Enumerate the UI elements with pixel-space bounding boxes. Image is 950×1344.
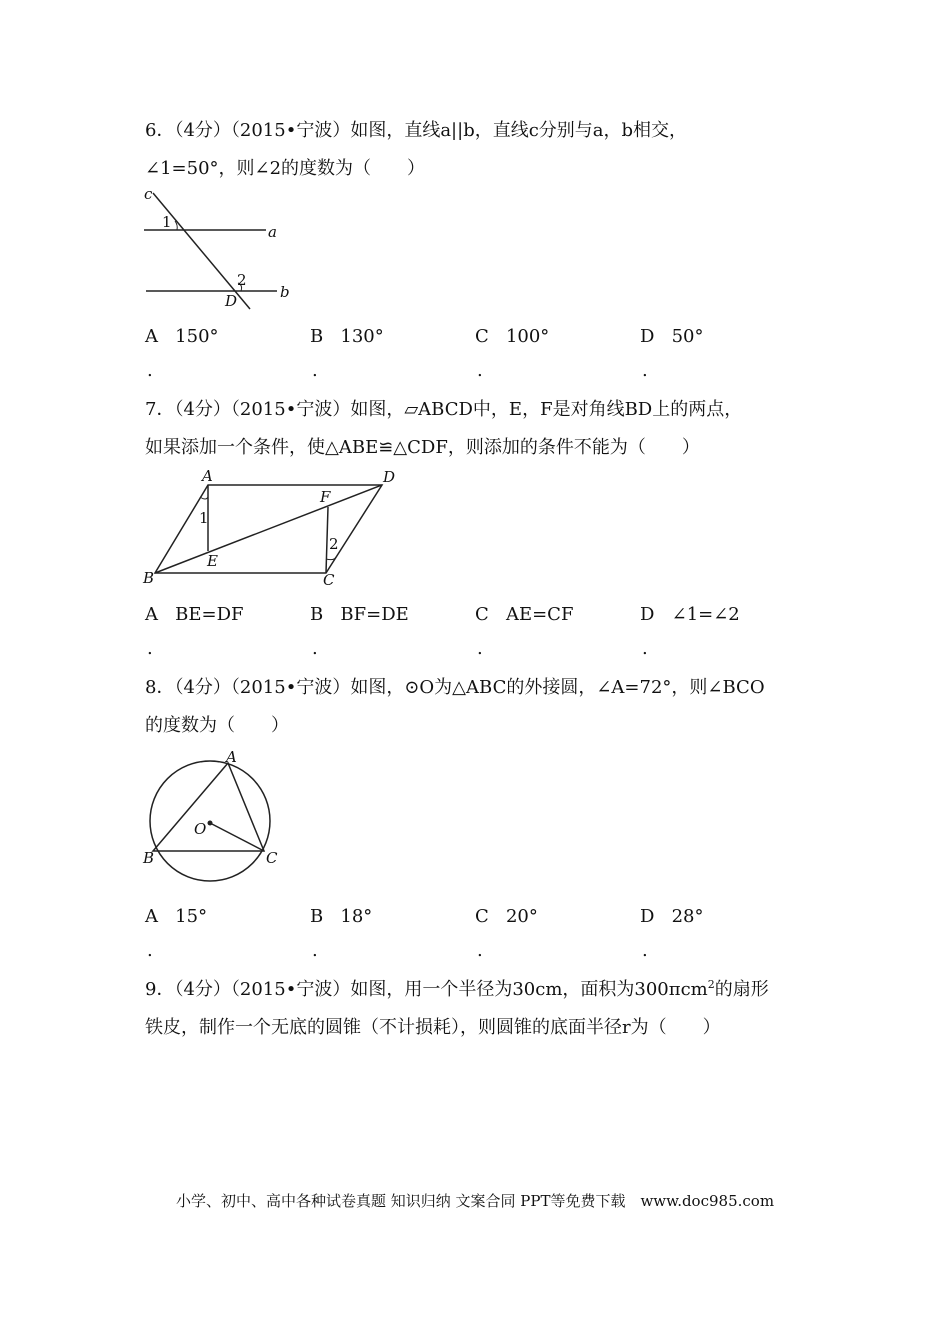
- label-O: O: [194, 820, 207, 838]
- q9-stem-line1: 9．（4分）（2015•宁波）如图，用一个半径为30cm，面积为300πcm$^2$的扇形: [145, 978, 769, 1000]
- center-point-o: [208, 821, 213, 826]
- label-c: c: [144, 185, 153, 203]
- q7-option-d-period: .: [642, 638, 648, 659]
- q7-figure: [140, 465, 410, 590]
- q8-option-a: A 15°: [145, 906, 208, 927]
- q7-option-b: B BF=DE: [310, 604, 409, 625]
- label-D: D: [225, 292, 238, 310]
- label-A: A: [226, 748, 237, 766]
- q8-option-b: B 18°: [310, 906, 373, 927]
- label-b: b: [280, 283, 290, 301]
- q8-stem-line2: 的度数为（ ）: [145, 715, 289, 736]
- q7-option-a-period: .: [147, 638, 153, 659]
- page-footer: 小学、初中、高中各种试卷真题 知识归纳 文案合同 PPT等免费下载 www.doc985.com: [175, 1192, 775, 1210]
- label-B: B: [143, 569, 155, 587]
- angle-2-arc: [326, 557, 336, 560]
- q8-option-a-period: .: [147, 940, 153, 961]
- q6-option-d-period: .: [642, 360, 648, 381]
- q9-stem-line2: 铁皮，制作一个无底的圆锥（不计损耗），则圆锥的底面半径r为（ ）: [145, 1017, 721, 1038]
- q8-option-b-period: .: [312, 940, 318, 961]
- q6-option-c-period: .: [477, 360, 483, 381]
- angle-1-arc: [200, 497, 208, 499]
- q6-option-b-period: .: [312, 360, 318, 381]
- q8-figure: [140, 748, 290, 888]
- label-F: F: [320, 488, 331, 506]
- q8-option-d-period: .: [642, 940, 648, 961]
- q7-stem-line2: 如果添加一个条件，使△ABE≌△CDF，则添加的条件不能为（ ）: [145, 437, 700, 458]
- q8-option-d: D 28°: [640, 906, 704, 927]
- label-1: 1: [162, 213, 172, 231]
- q7-option-b-period: .: [312, 638, 318, 659]
- q6-option-b: B 130°: [310, 326, 384, 347]
- q6-figure: [140, 185, 300, 315]
- q7-option-c-period: .: [477, 638, 483, 659]
- q7-option-d: D ∠1=∠2: [640, 604, 740, 625]
- q7-option-c: C AE=CF: [475, 604, 574, 625]
- segment-oc: [210, 823, 264, 851]
- q7-stem-line1: 7．（4分）（2015•宁波）如图，▱ABCD中，E，F是对角线BD上的两点，: [145, 399, 743, 420]
- label-a: a: [268, 223, 277, 241]
- q8-option-c-period: .: [477, 940, 483, 961]
- q6-option-a: A 150°: [145, 326, 219, 347]
- label-D: D: [383, 468, 396, 486]
- q6-stem-line1: 6．（4分）（2015•宁波）如图，直线a||b，直线c分别与a，b相交，: [145, 120, 688, 141]
- q6-option-d: D 50°: [640, 326, 704, 347]
- q8-stem-line1: 8．（4分）（2015•宁波）如图，⊙O为△ABC的外接圆，∠A=72°，则∠BCO: [145, 677, 765, 698]
- segment-cf: [326, 507, 328, 573]
- q6-option-c: C 100°: [475, 326, 550, 347]
- q6-stem-line2: ∠1=50°，则∠2的度数为（ ）: [145, 158, 426, 179]
- label-C: C: [266, 849, 278, 867]
- label-A: A: [202, 467, 213, 485]
- diagonal-bd: [155, 485, 382, 573]
- q7-option-a: A BE=DF: [145, 604, 244, 625]
- label-C: C: [323, 571, 335, 589]
- label-B: B: [143, 849, 155, 867]
- q8-option-c: C 20°: [475, 906, 538, 927]
- q6-option-a-period: .: [147, 360, 153, 381]
- label-2: 2: [329, 535, 339, 553]
- label-2: 2: [237, 271, 247, 289]
- label-1: 1: [199, 509, 209, 527]
- label-E: E: [207, 552, 218, 570]
- q9-superscript: 2: [707, 978, 715, 991]
